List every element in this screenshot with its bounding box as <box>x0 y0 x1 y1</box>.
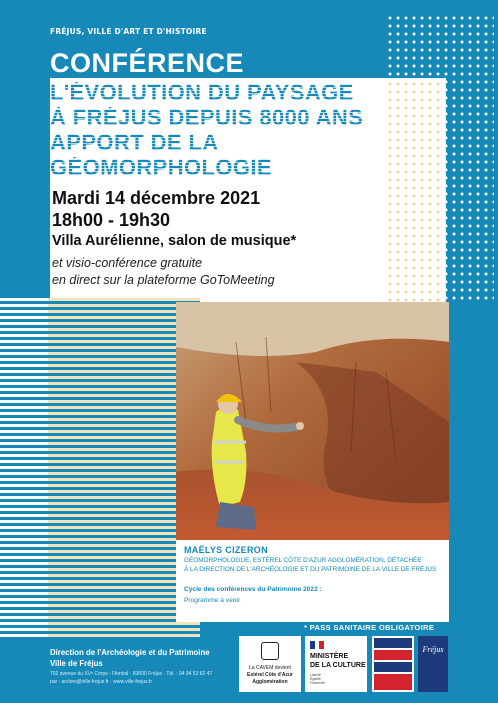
villes-art-histoire-logo <box>372 636 414 692</box>
series-label: FRÉJUS, VILLE D'ART ET D'HISTOIRE <box>50 27 207 36</box>
villes-art-histoire-logo-icon <box>372 636 414 692</box>
dot-pattern-yellow <box>386 80 446 310</box>
title-line-2: À FRÉJUS DEPUIS 8000 ANS <box>50 105 364 130</box>
cavem-logo <box>239 636 301 692</box>
cavem-logo-icon <box>261 642 279 660</box>
title-line-1: L'ÉVOLUTION DU PAYSAGE <box>50 80 354 105</box>
footer-contact: par : archeo@ville-frejus.fr · www.ville-frejus.fr <box>50 679 153 685</box>
speaker-name: MAËLYS CIZERON <box>184 545 268 555</box>
event-time: 18h00 - 19h30 <box>52 210 171 230</box>
cycle-program: Programme à venir <box>184 597 241 604</box>
ministere-flag-icon <box>310 641 324 649</box>
title-line-4: GÉOMORPHOLOGIE <box>50 155 272 180</box>
footer-address: 702 avenue du XVᵉ Corps - l'Amiral · 83600 Fréjus · Tél. : 04 94 53 82 47 <box>50 671 213 677</box>
excavation-photo <box>176 302 449 540</box>
stripe-pattern-left-white <box>0 298 48 638</box>
visio-line-2: en direct sur la plateforme GoToMeeting <box>52 273 275 287</box>
title-line-3: APPORT DE LA <box>50 130 219 155</box>
ministere-line-1: MINISTÈRE <box>310 653 349 660</box>
ministere-motto: Liberté Égalité Fraternité <box>310 673 325 685</box>
sanitary-pass-notice: * PASS SANITAIRE OBLIGATOIRE <box>304 623 435 632</box>
event-venue: Villa Aurélienne, salon de musique* <box>52 233 297 249</box>
ministere-culture-logo <box>305 636 367 692</box>
event-date: Mardi 14 décembre 2021 <box>52 188 261 208</box>
frejus-logo-icon: Fréjus <box>422 645 444 654</box>
speaker-role-line-1: GÉOMORPHOLOGUE, ESTÉREL CÔTE D'AZUR AGGLOMÉRATION, DÉTACHÉE <box>184 557 422 564</box>
footer-direction: Direction de l'Archéologie et du Patrimoine <box>50 648 210 657</box>
conference-label: CONFÉRENCE <box>50 48 245 78</box>
cavem-line-2: Estérel Côte d'Azur <box>247 672 293 678</box>
footer-city: Ville de Fréjus <box>50 659 103 668</box>
visio-line-1: et visio-conférence gratuite <box>52 256 203 270</box>
cycle-title: Cycle des conférences du Patrimoine 2022 : <box>184 586 322 593</box>
cavem-line-1: La CAVEM devient <box>249 665 291 671</box>
speaker-role-line-2: À LA DIRECTION DE L'ARCHÉOLOGIE ET DU PATRIMOINE DE LA VILLE DE FRÉJUS <box>184 566 437 573</box>
ministere-line-2: DE LA CULTURE <box>310 662 366 669</box>
cavem-line-3: Agglomération <box>252 679 288 685</box>
frejus-logo <box>418 636 448 692</box>
